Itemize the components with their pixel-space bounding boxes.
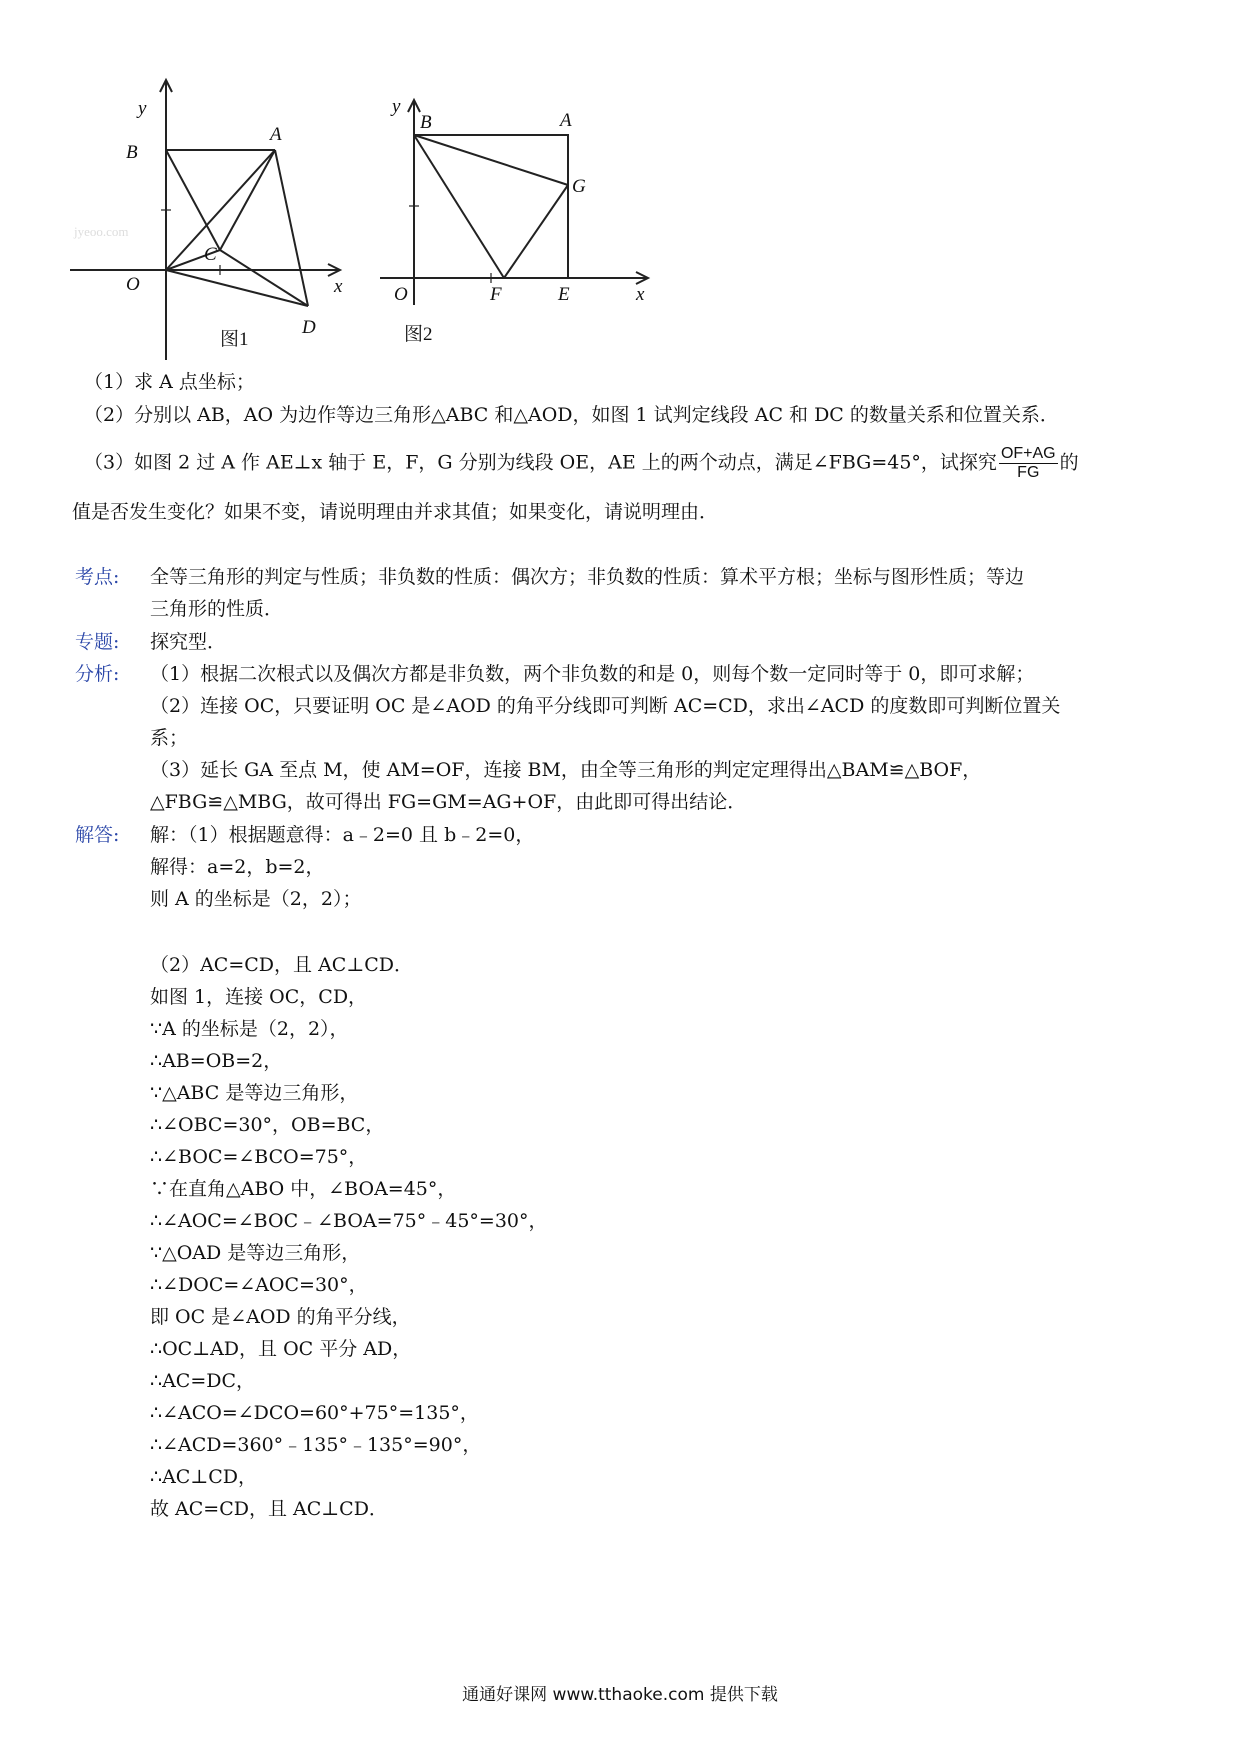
jieda-line: ∵A 的坐标是（2，2），	[150, 1018, 349, 1040]
jieda-line: ∴∠ACD=360°﹣135°﹣135°=90°，	[150, 1434, 482, 1456]
jieda-line: （2）AC=CD，且 AC⊥CD．	[150, 954, 413, 976]
figure-1-caption: 图1	[220, 329, 249, 350]
question-3	[84, 445, 1079, 482]
jieda-line: 如图 1，连接 OC，CD，	[150, 986, 368, 1008]
jieda-line: ∵△OAD 是等边三角形，	[150, 1242, 361, 1264]
question-3-suffix: 的	[1059, 451, 1079, 474]
fraction-denominator: FG	[1017, 464, 1040, 481]
segment-AD	[275, 150, 308, 306]
question-1: （1）求 A 点坐标；	[84, 371, 255, 393]
jieda-label: 解答:	[75, 824, 120, 846]
label-A: A	[270, 124, 282, 145]
zhuanti-text: 探究型．	[150, 631, 227, 653]
jieda-line: ∴∠DOC=∠AOC=30°，	[150, 1274, 368, 1296]
jieda-line: ∴AC=DC，	[150, 1370, 256, 1392]
label-C: C	[204, 244, 217, 265]
label-y: y	[138, 98, 147, 119]
segment-BC	[166, 150, 220, 250]
segment-OD	[166, 270, 308, 306]
fenxi-line: （1）根据二次根式以及偶次方都是非负数，两个非负数的和是 0，则每个数一定同时等于 0，即可求解；	[150, 663, 1035, 685]
fraction-numerator: OF+AG	[1000, 445, 1056, 462]
figure-2	[380, 90, 660, 360]
watermark: jyeoo.com	[74, 224, 129, 239]
jieda-line: ∵△ABC 是等边三角形，	[150, 1082, 359, 1104]
kaodian-label: 考点:	[75, 566, 120, 588]
jieda-line: ∴OC⊥AD，且 OC 平分 AD，	[150, 1338, 412, 1360]
fenxi-line: △FBG≌△MBG，故可得出 FG=GM=AG+OF，由此即可得出结论．	[150, 791, 747, 813]
jieda-line: 则 A 的坐标是（2，2）；	[150, 888, 362, 910]
fenxi-line: （3）延长 GA 至点 M，使 AM=OF，连接 BM，由全等三角形的判定定理得出△BAM≌△BOF，	[150, 759, 982, 781]
label-O: O	[394, 284, 408, 305]
label-E: E	[558, 284, 570, 305]
jieda-line: 解得：a=2，b=2，	[150, 856, 325, 878]
segment-FG	[504, 185, 568, 278]
fenxi-line: 系；	[150, 727, 189, 749]
question-2: （2）分别以 AB，AO 为边作等边三角形△ABC 和△AOD，如图 1 试判定线段 AC 和 DC 的数量关系和位置关系．	[84, 404, 1059, 426]
label-y: y	[392, 96, 401, 117]
label-A: A	[560, 110, 572, 131]
jieda-line: ∴AC⊥CD，	[150, 1466, 257, 1488]
jieda-line: 故 AC=CD，且 AC⊥CD．	[150, 1498, 388, 1520]
label-x: x	[334, 276, 343, 297]
jieda-line: ∴∠AOC=∠BOC﹣∠BOA=75°﹣45°=30°，	[150, 1210, 548, 1232]
jieda-line: ∴∠BOC=∠BCO=75°，	[150, 1146, 368, 1168]
segment-CD	[220, 250, 308, 306]
jieda-line: ∵在直角△ABO 中，∠BOA=45°，	[150, 1178, 457, 1200]
jieda-line: ∴AB=OB=2，	[150, 1050, 283, 1072]
jieda-line: ∴∠OBC=30°，OB=BC，	[150, 1114, 385, 1136]
fraction	[999, 445, 1058, 482]
label-F: F	[490, 284, 502, 305]
segment-OA	[166, 150, 275, 270]
figure-2-caption: 图2	[404, 324, 433, 345]
label-B: B	[420, 112, 432, 133]
jieda-line: ∴∠ACO=∠DCO=60°+75°=135°，	[150, 1402, 479, 1424]
fenxi-label: 分析:	[75, 663, 120, 685]
label-B: B	[126, 142, 138, 163]
kaodian-line-2: 三角形的性质．	[150, 598, 284, 620]
fenxi-line: （2）连接 OC，只要证明 OC 是∠AOD 的角平分线即可判断 AC=CD，求出∠ACD 的度数即可判断位置关	[150, 695, 1061, 717]
segment-BG	[414, 135, 568, 185]
jieda-line: 即 OC 是∠AOD 的角平分线，	[150, 1306, 411, 1328]
footer: 通通好课网 www.tthaoke.com 提供下载	[462, 1685, 778, 1705]
label-x: x	[636, 284, 645, 305]
label-G: G	[572, 176, 586, 197]
zhuanti-label: 专题:	[75, 631, 120, 653]
question-3-text: （3）如图 2 过 A 作 AE⊥x 轴于 E，F，G 分别为线段 OE，AE 上的两个动点，满足∠FBG=45°，试探究	[84, 451, 997, 474]
segment-BF	[414, 135, 504, 278]
kaodian-line-1: 全等三角形的判定与性质；非负数的性质：偶次方；非负数的性质：算术平方根；坐标与图形性质；等边	[150, 566, 1025, 588]
figure-1	[70, 70, 370, 360]
label-O: O	[126, 274, 140, 295]
jieda-line: 解：（1）根据题意得：a﹣2=0 且 b﹣2=0，	[150, 824, 535, 846]
question-3-line-2: 值是否发生变化？如果不变，请说明理由并求其值；如果变化，请说明理由．	[72, 501, 719, 523]
label-D: D	[302, 317, 316, 338]
